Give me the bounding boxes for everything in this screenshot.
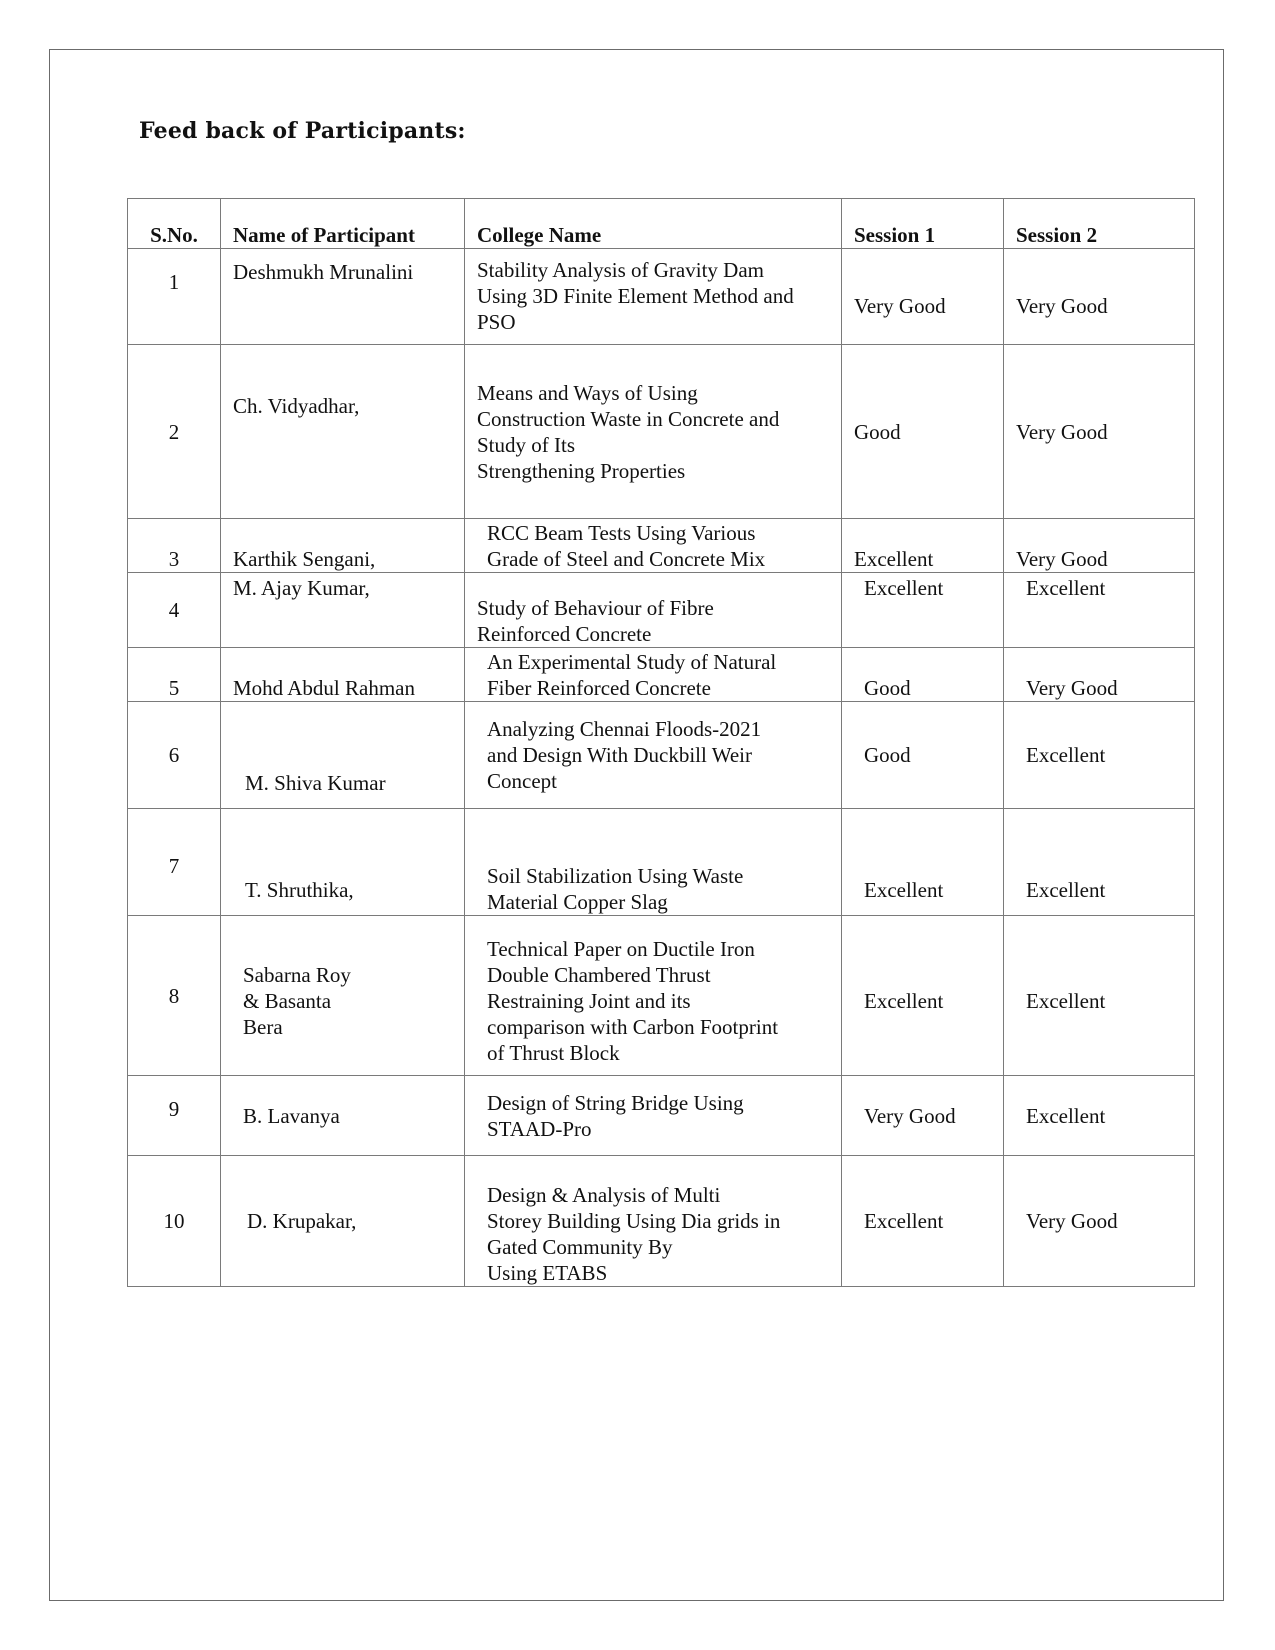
- cell-participant-name: D. Krupakar,: [221, 1156, 465, 1287]
- document-title: Feed back of Participants:: [139, 118, 466, 144]
- cell-sno: 5: [128, 648, 221, 702]
- table-row: [128, 702, 1195, 809]
- cell-participant-name: T. Shruthika,: [221, 809, 465, 916]
- cell-session-2: Very Good: [1004, 519, 1195, 573]
- cell-session-2: Excellent: [1004, 573, 1195, 648]
- cell-college-name: Design of String Bridge Using STAAD-Pro: [465, 1076, 842, 1156]
- cell-session-2: Excellent: [1004, 916, 1195, 1076]
- cell-college-name: Technical Paper on Ductile Iron Double Chambered Thrust Restraining Joint and its comparison with Carbon Footprint of Thrust Block: [465, 916, 842, 1076]
- cell-participant-name: Karthik Sengani,: [221, 519, 465, 573]
- cell-session-1: Very Good: [842, 1076, 1004, 1156]
- cell-sno: 6: [128, 702, 221, 809]
- cell-sno: 9: [128, 1076, 221, 1156]
- table-row: [128, 1076, 1195, 1156]
- cell-session-2: Very Good: [1004, 648, 1195, 702]
- header-session-1: Session 1: [842, 199, 1004, 249]
- cell-session-1: Excellent: [842, 1156, 1004, 1287]
- cell-session-1: Good: [842, 702, 1004, 809]
- cell-sno: 3: [128, 519, 221, 573]
- header-participant-name: Name of Participant: [221, 199, 465, 249]
- cell-college-name: Study of Behaviour of Fibre Reinforced Concrete: [465, 573, 842, 648]
- participant-feedback-table: [127, 198, 1195, 1287]
- header-session-2: Session 2: [1004, 199, 1195, 249]
- cell-participant-name: Deshmukh Mrunalini: [221, 249, 465, 345]
- cell-session-2: Excellent: [1004, 809, 1195, 916]
- table-row: [128, 249, 1195, 345]
- table-header-row: [128, 199, 1195, 249]
- cell-sno: 8: [128, 916, 221, 1076]
- cell-session-2: Very Good: [1004, 1156, 1195, 1287]
- cell-participant-name: Ch. Vidyadhar,: [221, 345, 465, 519]
- cell-sno: 4: [128, 573, 221, 648]
- cell-participant-name: M. Shiva Kumar: [221, 702, 465, 809]
- cell-college-name: Soil Stabilization Using Waste Material Copper Slag: [465, 809, 842, 916]
- cell-participant-name: Mohd Abdul Rahman: [221, 648, 465, 702]
- cell-college-name: An Experimental Study of Natural Fiber Reinforced Concrete: [465, 648, 842, 702]
- cell-session-2: Very Good: [1004, 249, 1195, 345]
- cell-college-name: Stability Analysis of Gravity Dam Using 3D Finite Element Method and PSO: [465, 249, 842, 345]
- cell-session-1: Good: [842, 648, 1004, 702]
- cell-session-1: Good: [842, 345, 1004, 519]
- cell-sno: 7: [128, 809, 221, 916]
- cell-sno: 1: [128, 249, 221, 345]
- header-college-name: College Name: [465, 199, 842, 249]
- header-sno: S.No.: [128, 199, 221, 249]
- cell-session-2: Excellent: [1004, 702, 1195, 809]
- cell-session-1: Excellent: [842, 519, 1004, 573]
- cell-college-name: Analyzing Chennai Floods-2021 and Design With Duckbill Weir Concept: [465, 702, 842, 809]
- cell-session-2: Excellent: [1004, 1076, 1195, 1156]
- cell-sno: 10: [128, 1156, 221, 1287]
- cell-session-1: Excellent: [842, 573, 1004, 648]
- cell-session-1: Excellent: [842, 809, 1004, 916]
- table-row: [128, 809, 1195, 916]
- cell-college-name: RCC Beam Tests Using Various Grade of Steel and Concrete Mix: [465, 519, 842, 573]
- cell-sno: 2: [128, 345, 221, 519]
- cell-college-name: Means and Ways of Using Construction Waste in Concrete and Study of Its Strengthening Properties: [465, 345, 842, 519]
- cell-session-1: Excellent: [842, 916, 1004, 1076]
- table-row: [128, 519, 1195, 573]
- table-row: [128, 345, 1195, 519]
- cell-participant-name: Sabarna Roy & Basanta Bera: [221, 916, 465, 1076]
- table-row: [128, 648, 1195, 702]
- cell-session-1: Very Good: [842, 249, 1004, 345]
- cell-participant-name: M. Ajay Kumar,: [221, 573, 465, 648]
- cell-session-2: Very Good: [1004, 345, 1195, 519]
- cell-participant-name: B. Lavanya: [221, 1076, 465, 1156]
- table-row: [128, 573, 1195, 648]
- table-row: [128, 916, 1195, 1076]
- cell-college-name: Design & Analysis of Multi Storey Building Using Dia grids in Gated Community By Using ETABS: [465, 1156, 842, 1287]
- table-row: [128, 1156, 1195, 1287]
